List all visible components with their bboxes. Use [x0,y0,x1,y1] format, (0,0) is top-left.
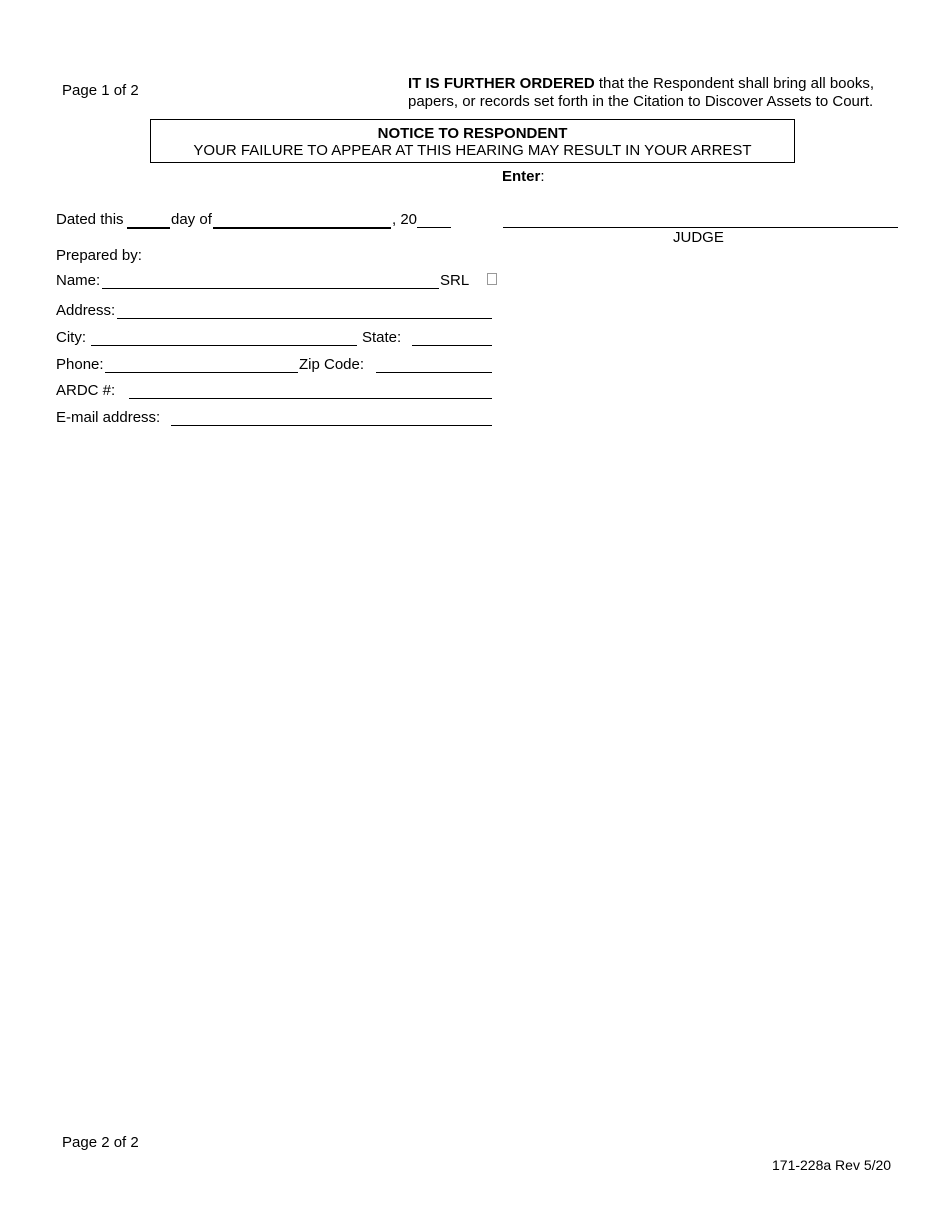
enter-colon: : [540,168,545,185]
judge-signature-line[interactable] [503,227,898,228]
page-number-bottom: Page 2 of 2 [62,1134,139,1151]
dated-this-label: Dated this [56,211,124,228]
further-ordered-line2: papers, or records set forth in the Citation to Discover Assets to Court. [408,93,874,110]
judge-label: JUDGE [673,229,724,246]
city-label: City: [56,329,86,346]
srl-label: SRL [440,272,470,289]
name-label: Name: [56,272,101,289]
notice-warning-text: YOUR FAILURE TO APPEAR AT THIS HEARING MAY RESULT IN YOUR ARREST [193,142,752,159]
enter-label-text: Enter [502,168,541,185]
zip-code-label: Zip Code: [299,356,365,373]
ardc-field[interactable] [129,398,492,399]
dated-year-field[interactable] [417,227,451,228]
year-prefix-label: , 20 [392,211,418,228]
state-label: State: [362,329,402,346]
phone-label: Phone: [56,356,104,373]
further-ordered-paragraph [408,75,874,111]
notice-title: NOTICE TO RESPONDENT [377,125,568,142]
dated-month-field[interactable] [213,227,391,229]
page-number-top: Page 1 of 2 [62,82,139,99]
zip-code-field[interactable] [376,372,492,373]
prepared-by-label: Prepared by: [56,247,142,264]
day-of-label: day of [171,211,212,228]
name-field[interactable] [102,288,439,289]
ardc-label: ARDC #: [56,382,116,399]
dated-day-field[interactable] [127,227,170,229]
further-ordered-line1: that the Respondent shall bring all books, [594,75,875,92]
notice-box [150,119,795,163]
enter-label [502,168,545,185]
address-label: Address: [56,302,116,319]
further-ordered-bold: IT IS FURTHER ORDERED [408,75,595,92]
city-field[interactable] [91,345,357,346]
srl-checkbox[interactable] [487,273,497,285]
form-code: 171-228a Rev 5/20 [772,1157,892,1173]
state-field[interactable] [412,345,492,346]
address-field[interactable] [117,318,492,319]
phone-field[interactable] [105,372,298,373]
email-field[interactable] [171,425,492,426]
email-label: E-mail address: [56,409,161,426]
